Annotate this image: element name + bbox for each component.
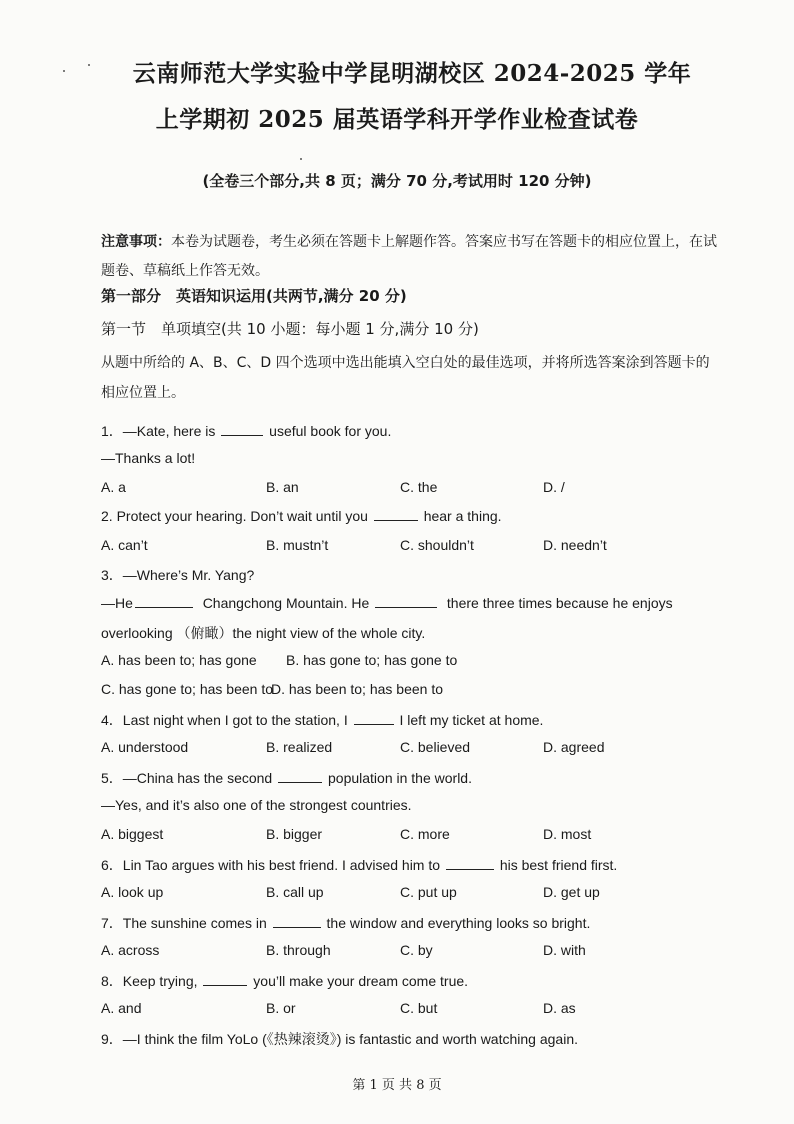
question-stem: —He (101, 595, 133, 611)
option-a: A. can’t (101, 537, 148, 553)
option-d: D. needn’t (543, 537, 607, 553)
option-b: B. call up (266, 884, 324, 900)
question-stem: Changchong Mountain. He (202, 595, 370, 611)
answer-blank (446, 857, 494, 870)
question-stem: 8．Keep trying, (101, 973, 198, 989)
answer-blank (374, 508, 418, 521)
section1-instructions: 从题中所给的 A、B、C、D 四个选项中选出能填入空白处的最佳选项，并将所选答案涂到答题卡的相应位置上。 (101, 355, 710, 401)
option-d: D. agreed (543, 739, 605, 755)
option-a: A. a (101, 479, 126, 495)
question-1-options (101, 479, 661, 499)
question-9: 9．—I think the film YoLo (《热辣滚烫》) is fantastic and worth watching again. (101, 1031, 578, 1047)
question-6 (101, 855, 617, 875)
notice-label: 注意事项： (101, 234, 171, 250)
question-stem: you’ll make your dream come true. (253, 973, 469, 989)
section1-heading: 第一节 单项填空(共 10 小题：每小题 1 分,满分 10 分) (101, 320, 479, 338)
question-stem: useful book for you. (269, 423, 392, 439)
question-6-options (101, 884, 661, 904)
option-b: B. has gone to; has gone to (286, 652, 458, 668)
answer-blank (273, 915, 321, 928)
question-1 (101, 421, 391, 441)
question-stem: his best friend first. (499, 857, 618, 873)
exam-title-line1: 云南师范大学实验中学昆明湖校区 2024-2025 学年 (132, 60, 692, 87)
option-a: A. biggest (101, 826, 164, 842)
option-d: D. with (543, 942, 586, 958)
option-c: C. but (400, 1000, 438, 1016)
option-a: A. look up (101, 884, 164, 900)
scan-speck (300, 158, 302, 160)
question-3-reply (101, 595, 673, 611)
option-a: A. and (101, 1000, 142, 1016)
question-3: 3．—Where’s Mr. Yang? (101, 567, 255, 583)
question-stem: 4．Last night when I got to the station, I (101, 712, 348, 728)
option-d: D. has been to; has been to (271, 681, 444, 697)
answer-blank (221, 423, 263, 436)
question-5-reply: —Yes, and it’s also one of the strongest countries. (101, 797, 412, 813)
option-d: D. most (543, 826, 592, 842)
option-b: B. mustn’t (266, 537, 329, 553)
part1-heading: 第一部分 英语知识运用(共两节,满分 20 分) (101, 287, 407, 305)
option-b: B. realized (266, 739, 333, 755)
option-a: A. understood (101, 739, 189, 755)
exam-subtitle: (全卷三个部分,共 8 页；满分 70 分,考试用时 120 分钟) (202, 172, 592, 190)
option-b: B. bigger (266, 826, 323, 842)
question-stem: I left my ticket at home. (399, 712, 544, 728)
question-stem: 5．—China has the second (101, 770, 273, 786)
question-8 (101, 971, 468, 991)
exam-title-line2: 上学期初 2025 届英语学科开学作业检查试卷 (155, 106, 639, 133)
option-c: C. the (400, 479, 438, 495)
option-a: A. across (101, 942, 160, 958)
question-2 (101, 508, 502, 524)
question-stem: 6．Lin Tao argues with his best friend. I advised him to (101, 857, 441, 873)
question-4 (101, 710, 543, 730)
option-c: C. has gone to; has been to (101, 681, 274, 697)
question-2-options (101, 537, 661, 557)
question-3-reply-cont: overlooking （俯瞰）the night view of the whole city. (101, 625, 426, 641)
answer-blank (135, 595, 193, 608)
question-stem: 2. Protect your hearing. Don’t wait until you (101, 508, 368, 524)
option-b: B. an (266, 479, 299, 495)
question-7-options (101, 942, 661, 962)
question-5-options (101, 826, 661, 846)
question-5 (101, 768, 472, 788)
option-b: B. or (266, 1000, 296, 1016)
question-stem: population in the world. (328, 770, 472, 786)
option-a: A. has been to; has gone (101, 652, 257, 668)
option-d: D. get up (543, 884, 600, 900)
option-c: C. more (400, 826, 450, 842)
option-c: C. believed (400, 739, 471, 755)
question-7 (101, 913, 590, 933)
answer-blank (203, 973, 247, 986)
option-b: B. through (266, 942, 331, 958)
question-stem: 1．—Kate, here is (101, 423, 216, 439)
question-stem: the window and everything looks so bright. (326, 915, 591, 931)
question-8-options (101, 1000, 661, 1020)
question-3-options-ab (101, 652, 661, 672)
option-d: D. as (543, 1000, 576, 1016)
question-1-reply: —Thanks a lot! (101, 450, 196, 466)
answer-blank (375, 595, 437, 608)
notice-block (101, 228, 721, 286)
question-stem: hear a thing. (423, 508, 502, 524)
question-stem: 7．The sunshine comes in (101, 915, 267, 931)
option-c: C. shouldn’t (400, 537, 474, 553)
page-footer: 第 1 页 共 8 页 (352, 1078, 442, 1093)
notice-text: 本卷为试题卷，考生必须在答题卡上解题作答。答案应书写在答题卡的相应位置上，在试题卷、草稿纸上作答无效。 (101, 234, 717, 279)
question-stem: there three times because he enjoys (446, 595, 673, 611)
answer-blank (354, 712, 394, 725)
option-d: D. / (543, 479, 565, 495)
answer-blank (278, 770, 322, 783)
option-c: C. put up (400, 884, 457, 900)
question-4-options (101, 739, 661, 759)
question-3-options-cd (101, 681, 661, 701)
option-c: C. by (400, 942, 433, 958)
